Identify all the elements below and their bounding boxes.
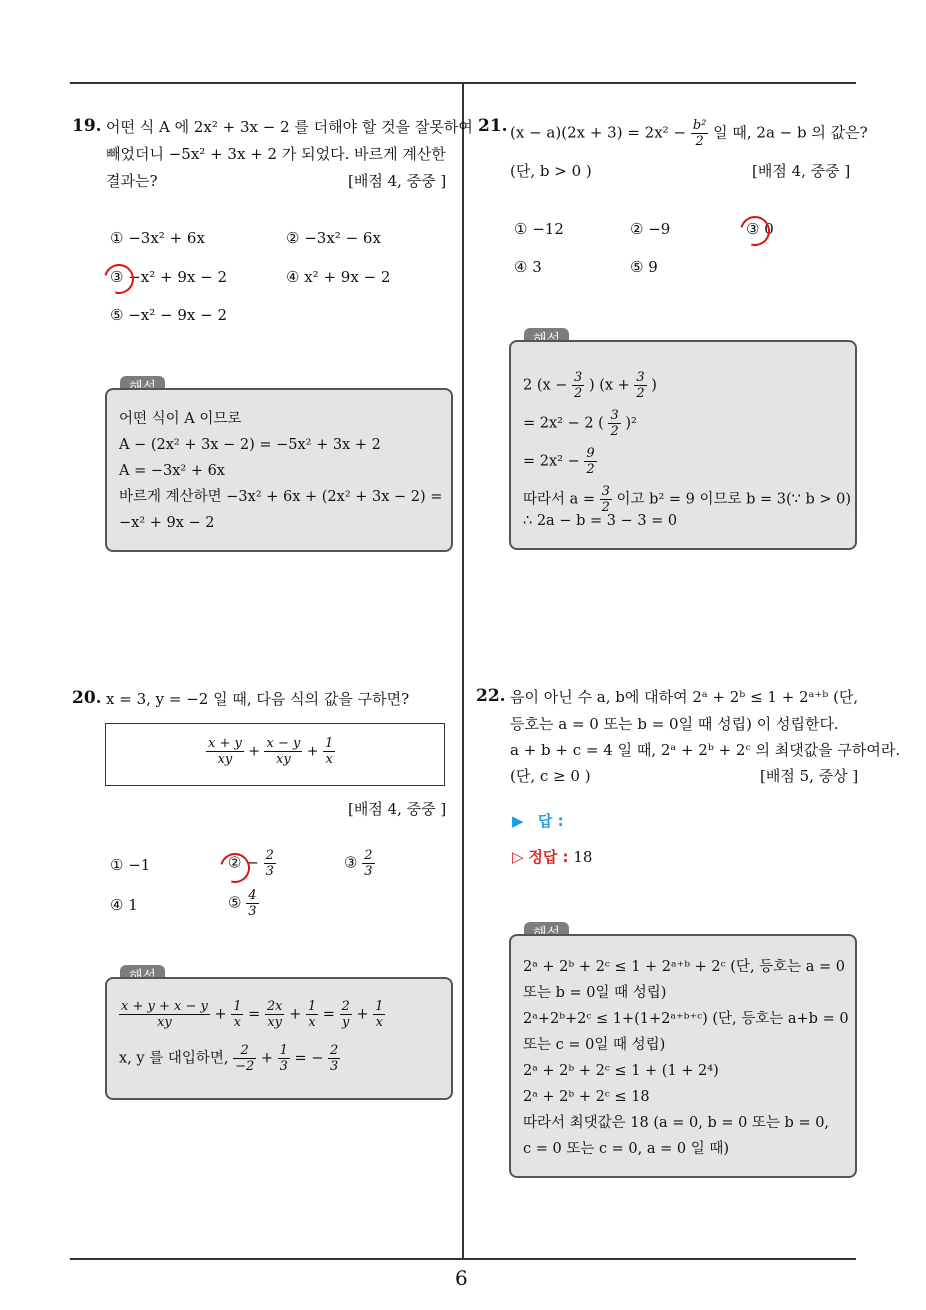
option-1[interactable]: ① −1 [110,856,151,874]
correct-value: 18 [573,848,593,866]
option-2[interactable]: ② − $\frac{2}{3}$ [228,848,274,879]
option-4[interactable]: ④ 1 [110,896,138,914]
question-number: 19. [72,116,102,136]
score-meta: [배점 4, 중중 ] [348,172,447,190]
option-5[interactable]: ⑤ 9 [630,258,658,276]
bottom-rule [70,1258,856,1260]
question-text-line: 결과는? [106,172,158,190]
option-5[interactable]: ⑤ −x² − 9x − 2 [110,306,228,324]
option-5[interactable]: ⑤ $\frac{4}{3}$ [228,888,257,919]
score-meta: [배점 5, 중상 ] [760,767,859,785]
option-3[interactable]: ③ 0 [746,220,774,238]
option-1[interactable]: ① −12 [514,220,564,238]
question-text-line: 빼었더니 −5x² + 3x + 2 가 되었다. 바르게 계산한 [106,145,446,163]
correct-label: 정답 : [528,848,569,866]
solution-line: x, y 를 대입하면, $\frac{2}{-2}$ + $\frac{1}{3}$ = − $\frac{2}{3}$ [119,1043,339,1074]
solution-line: c = 0 또는 c = 0, a = 0 일 때) [523,1141,730,1157]
solution-line: 2ᵃ + 2ᵇ + 2ᶜ ≤ 18 [523,1089,650,1105]
solution-line: = 2x² − $\frac{9}{2}$ [523,446,595,477]
expression-box [105,723,445,786]
condition: (단, c ≥ 0 ) [510,767,591,785]
solution-line: 2ᵃ + 2ᵇ + 2ᶜ ≤ 1 + (1 + 2⁴) [523,1063,719,1079]
solution-line: A = −3x² + 6x [119,463,225,479]
condition: (단, b > 0 ) [510,162,592,180]
answer-label: 답 : [537,812,564,830]
solution-line: $\frac{x + y + x - y}{xy}$ + $\frac{1}{x}$ = $\frac{2x}{xy}$ + $\frac{1}{x}$ = $\frac{2}{y}$ + $\frac{1}{x}$ [121,999,384,1030]
solution-box [105,977,453,1100]
solution-line: 따라서 a = $\frac{3}{2}$ 이고 b² = 9 이므로 b = 3(∵ b > 0) [523,484,851,515]
solution-line: ∴ 2a − b = 3 − 3 = 0 [523,513,678,529]
question-number: 20. [72,688,102,708]
option-2[interactable]: ② −9 [630,220,671,238]
question-text-line: 어떤 식 A 에 2x² + 3x − 2 를 더해야 할 것을 잘못하여 [106,118,473,136]
option-4[interactable]: ④ 3 [514,258,542,276]
question-number: 21. [478,116,508,136]
solution-line: 따라서 최댓값은 18 (a = 0, b = 0 또는 b = 0, [523,1115,830,1131]
solution-line: 2 (x − $\frac{3}{2}$ ) (x + $\frac{3}{2}$ ) [523,370,657,401]
page-number: 6 [455,1266,468,1290]
solution-line: 바르게 계산하면 −3x² + 6x + (2x² + 3x − 2) = [119,489,443,505]
solution-line: 2ᵃ+2ᵇ+2ᶜ ≤ 1+(1+2ᵃ⁺ᵇ⁺ᶜ) (단, 등호는 a+b = 0 [523,1011,849,1027]
solution-box [509,340,857,550]
question-text-line: x = 3, y = −2 일 때, 다음 식의 값을 구하면? [106,690,410,708]
expression: $\frac{x + y}{xy}$ + $\frac{x - y}{xy}$ + $\frac{1}{x}$ [208,736,334,767]
answer-mark-icon [735,211,776,252]
score-meta: [배점 4, 중중 ] [752,162,851,180]
correct-answer-row [512,844,592,870]
solution-line: 2ᵃ + 2ᵇ + 2ᶜ ≤ 1 + 2ᵃ⁺ᵇ + 2ᶜ (단, 등호는 a = 0 [523,959,846,975]
solution-box [509,934,857,1178]
outline-arrow-icon: ▷ [512,848,524,866]
score-meta: [배점 4, 중중 ] [348,800,447,818]
solution-line: 어떤 식이 A 이므로 [119,411,242,427]
question-text-line: (x − a)(2x + 3) = 2x² − $\frac{\text{b²}}{2}$ 일 때, 2a − b 의 값은? [510,118,868,149]
option-1[interactable]: ① −3x² + 6x [110,229,205,247]
solution-line: 또는 b = 0일 때 성립) [523,985,667,1001]
answer-row [512,808,564,834]
option-4[interactable]: ④ x² + 9x − 2 [286,268,391,286]
question-number: 22. [476,686,506,706]
question-text-line: 등호는 a = 0 또는 b = 0일 때 성립) 이 성립한다. [510,715,839,733]
column-divider [462,82,464,1258]
option-3[interactable]: ③ −x² + 9x − 2 [110,268,228,286]
play-icon: ▶ [512,812,524,830]
option-2[interactable]: ② −3x² − 6x [286,229,381,247]
solution-line: −x² + 9x − 2 [119,515,215,531]
question-text-line: 음이 아닌 수 a, b에 대하여 2ᵃ + 2ᵇ ≤ 1 + 2ᵃ⁺ᵇ (단, [510,688,859,706]
question-text-line: a + b + c = 4 일 때, 2ᵃ + 2ᵇ + 2ᶜ 의 최댓값을 구하여라. [510,741,901,759]
solution-line: 또는 c = 0일 때 성립) [523,1037,666,1053]
solution-line: A − (2x² + 3x − 2) = −5x² + 3x + 2 [119,437,381,453]
answer-mark-icon [99,259,140,300]
solution-box [105,388,453,552]
option-3[interactable]: ③ $\frac{2}{3}$ [344,848,373,879]
solution-line: = 2x² − 2 ( $\frac{3}{2}$ )² [523,408,637,439]
